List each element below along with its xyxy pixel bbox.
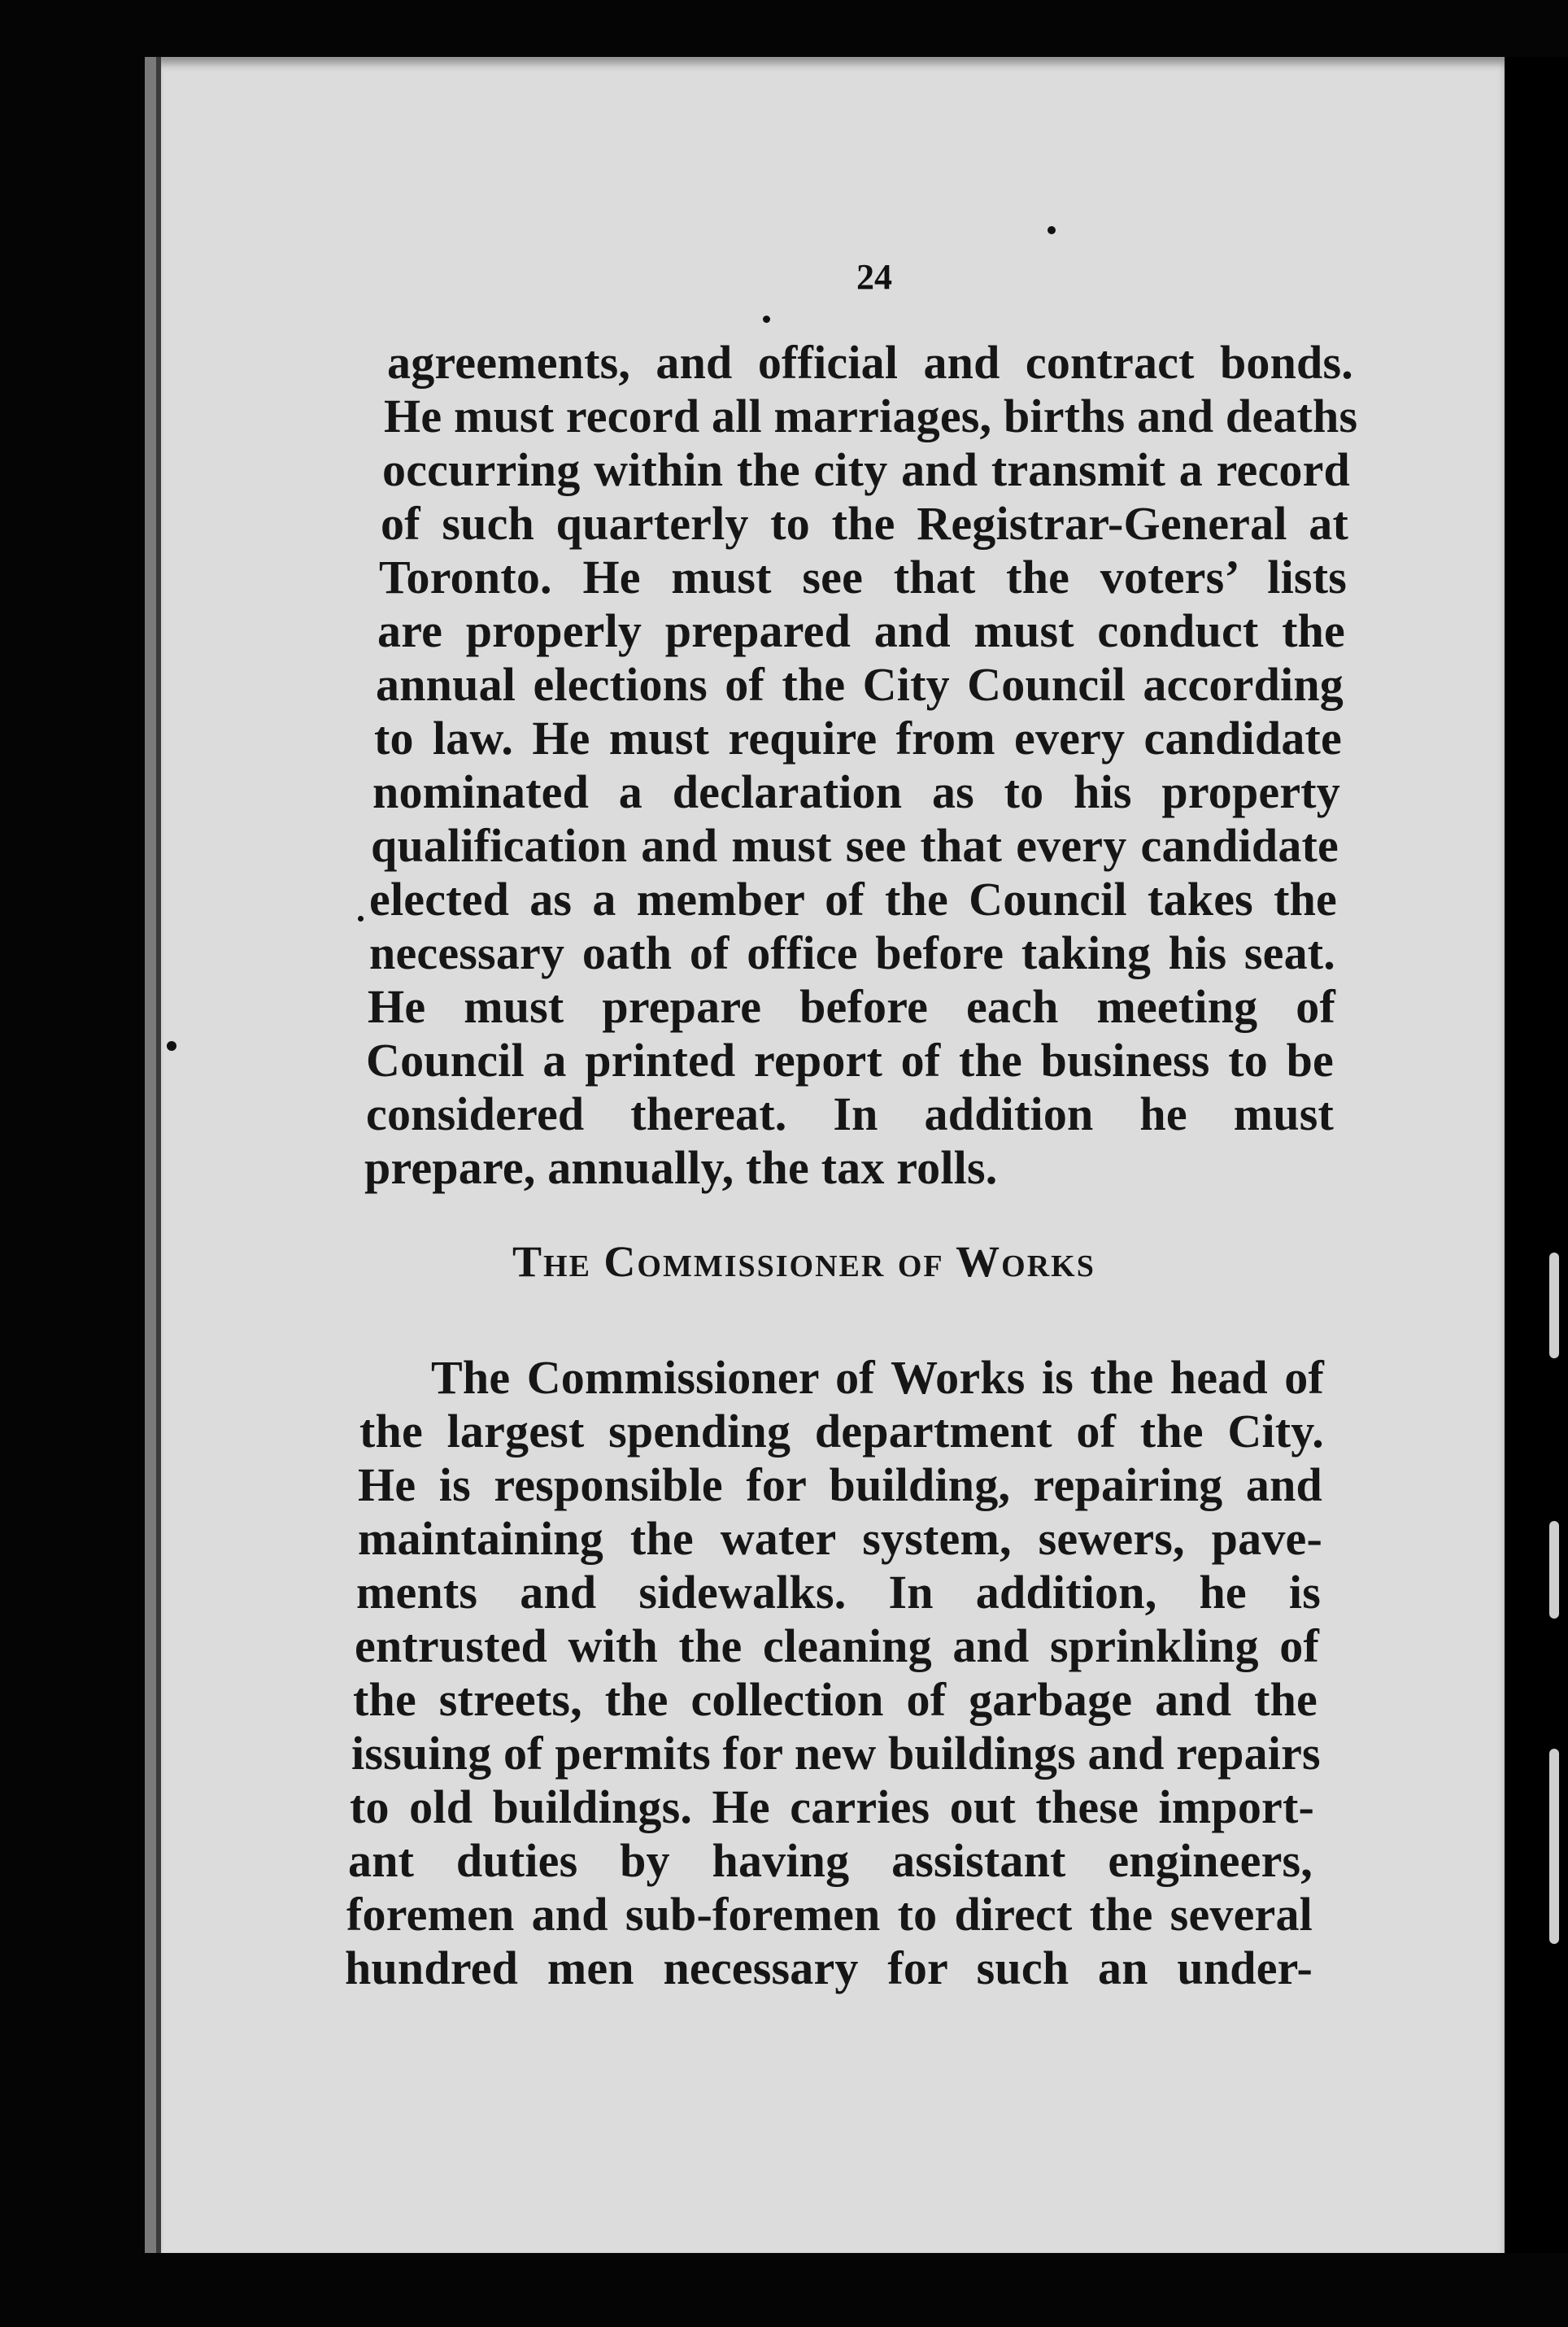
scan-speck [1048, 226, 1056, 234]
text-line: are properly prepared and must conduct the [377, 604, 1345, 657]
text-line: The Commissioner of Works is the head of [431, 1351, 1324, 1404]
text-line: occurring within the city and transmit a record [382, 443, 1350, 496]
text-line: Toronto. He must see that the voters’ lists [379, 551, 1347, 604]
text-line: issuing of permits for new buildings and repairs [351, 1727, 1321, 1780]
text-line: elected as a member of the Council takes the [369, 873, 1337, 926]
text-line: nominated a declaration as to his property [372, 765, 1340, 818]
text-line: of such quarterly to the Registrar-General at [381, 497, 1348, 550]
section-heading: The Commissioner of Works [512, 1237, 1095, 1286]
text-line: annual elections of the City Council according [376, 658, 1344, 711]
scan-speck [167, 1041, 176, 1051]
scan-speck [763, 316, 770, 323]
text-line: Council a printed report of the business to be [366, 1034, 1334, 1087]
text-line: He must prepare before each meeting of [368, 980, 1335, 1033]
text-line: ments and sidewalks. In addition, he is [356, 1566, 1321, 1619]
text-line: maintaining the water system, sewers, pave- [358, 1512, 1322, 1565]
film-edge-mark [1549, 1749, 1559, 1944]
scan-speck [358, 916, 364, 922]
text-line: prepare, annually, the tax rolls. [364, 1141, 998, 1194]
text-line: considered thereat. In addition he must [366, 1087, 1334, 1140]
film-edge-mark [1549, 1253, 1559, 1358]
text-line: He is responsible for building, repairing and [358, 1458, 1322, 1511]
text-line: the largest spending department of the City. [359, 1405, 1324, 1458]
text-line: to law. He must require from every candidate [374, 712, 1342, 765]
text-line: necessary oath of office before taking his seat. [369, 926, 1335, 979]
text-line: He must record all marriages, births and deaths [384, 390, 1358, 442]
text-line: hundred men necessary for such an under- [345, 1941, 1313, 1994]
text-line: to old buildings. He carries out these import- [350, 1780, 1314, 1833]
film-edge-mark [1549, 1521, 1559, 1619]
text-line: ant duties by having assistant engineers, [348, 1834, 1313, 1887]
text-line: the streets, the collection of garbage and the [353, 1673, 1318, 1726]
text-line: agreements, and official and contract bonds. [387, 336, 1353, 389]
text-line: foremen and sub-foremen to direct the several [346, 1888, 1313, 1941]
page-number: 24 [856, 257, 892, 297]
text-line: entrusted with the cleaning and sprinkling of [355, 1619, 1319, 1672]
text-line: qualification and must see that every candidate [371, 819, 1339, 872]
